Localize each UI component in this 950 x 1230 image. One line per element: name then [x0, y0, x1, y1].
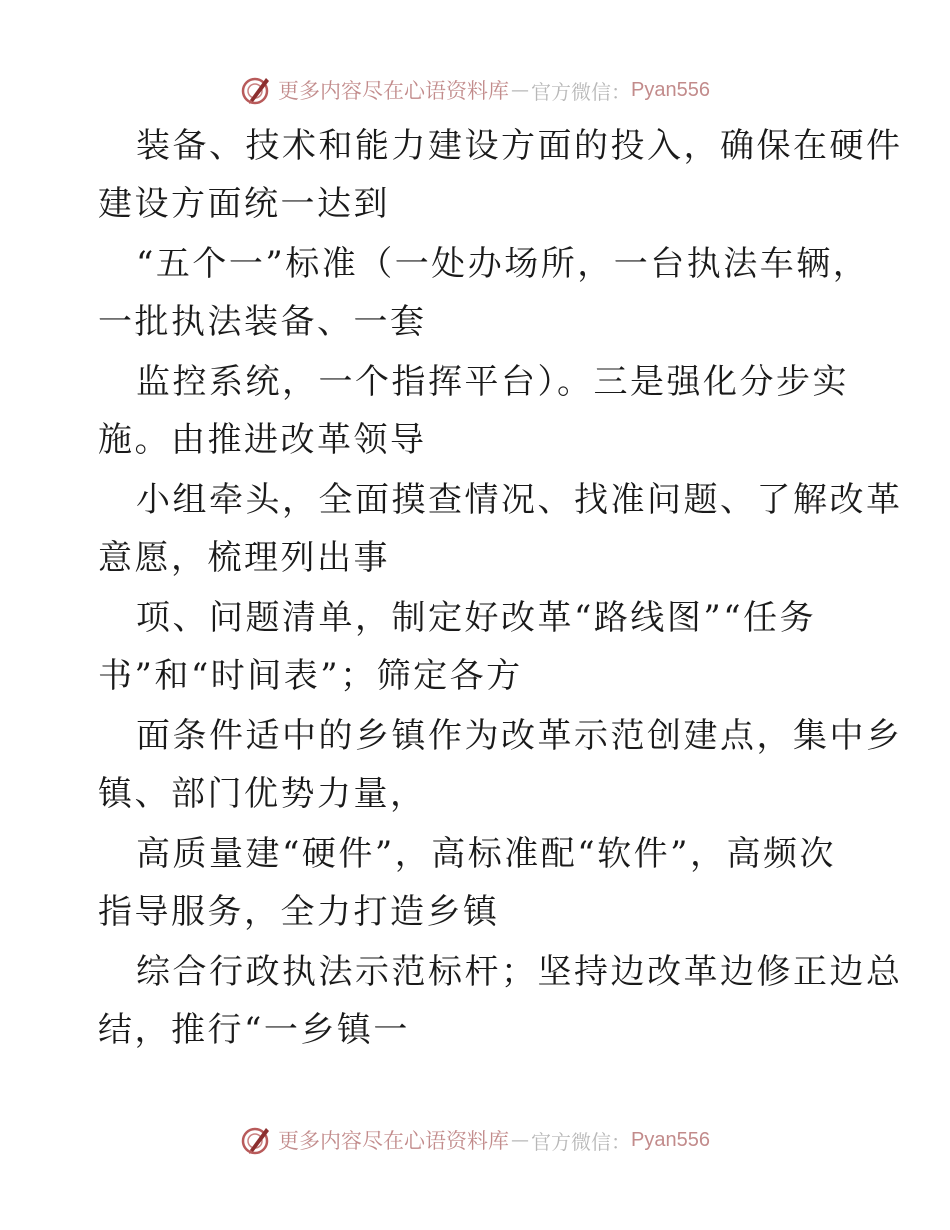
watermark-site-text: 更多内容尽在心语资料库	[278, 79, 510, 103]
paragraph-line: 镇、部门优势力量，	[98, 774, 427, 814]
watermark-contact-id: Pyan556	[631, 78, 710, 101]
paragraph-line: 装备、技术和能力建设方面的投入，确保在硬件	[136, 126, 903, 166]
watermark-contact-label: 官方微信：	[531, 79, 632, 104]
watermark-contact-label: 官方微信：	[531, 1129, 632, 1154]
paragraph-line: 建设方面统一达到	[98, 184, 390, 224]
paragraph-line: 综合行政执法示范标杆；坚持边改革边修正边总	[136, 952, 903, 992]
paragraph-line: 小组牵头，全面摸查情况、找准问题、了解改革	[136, 480, 903, 520]
paragraph-line: 高质量建“硬件”，高标准配“软件”，高频次	[136, 834, 837, 874]
paragraph-line: 书”和“时间表”；筛定各方	[98, 656, 523, 696]
paragraph-line: 指导服务，全力打造乡镇	[98, 892, 500, 932]
watermark-separator: —	[511, 79, 530, 101]
header-watermark	[0, 70, 950, 110]
watermark-contact-id: Pyan556	[631, 1128, 710, 1151]
paragraph-line: 结，推行“一乡镇一	[98, 1010, 410, 1050]
paragraph-line: “五个一”标准（一处办场所，一台执法车辆，	[136, 244, 870, 284]
watermark-site-text: 更多内容尽在心语资料库	[278, 1129, 510, 1153]
footer-watermark	[0, 1120, 950, 1160]
paragraph-line: 一批执法装备、一套	[98, 302, 427, 342]
paragraph-line: 监控系统，一个指挥平台）。三是强化分步实	[136, 362, 849, 402]
paragraph-line: 面条件适中的乡镇作为改革示范创建点，集中乡	[136, 716, 903, 756]
paragraph-line: 项、问题清单，制定好改革“路线图”“任务	[136, 598, 817, 638]
paragraph-line: 意愿，梳理列出事	[98, 538, 390, 578]
watermark-separator: —	[511, 1129, 530, 1151]
paragraph-line: 施。由推进改革领导	[98, 420, 427, 460]
pen-circle-logo-icon	[240, 74, 272, 106]
pen-circle-logo-icon	[240, 1124, 272, 1156]
